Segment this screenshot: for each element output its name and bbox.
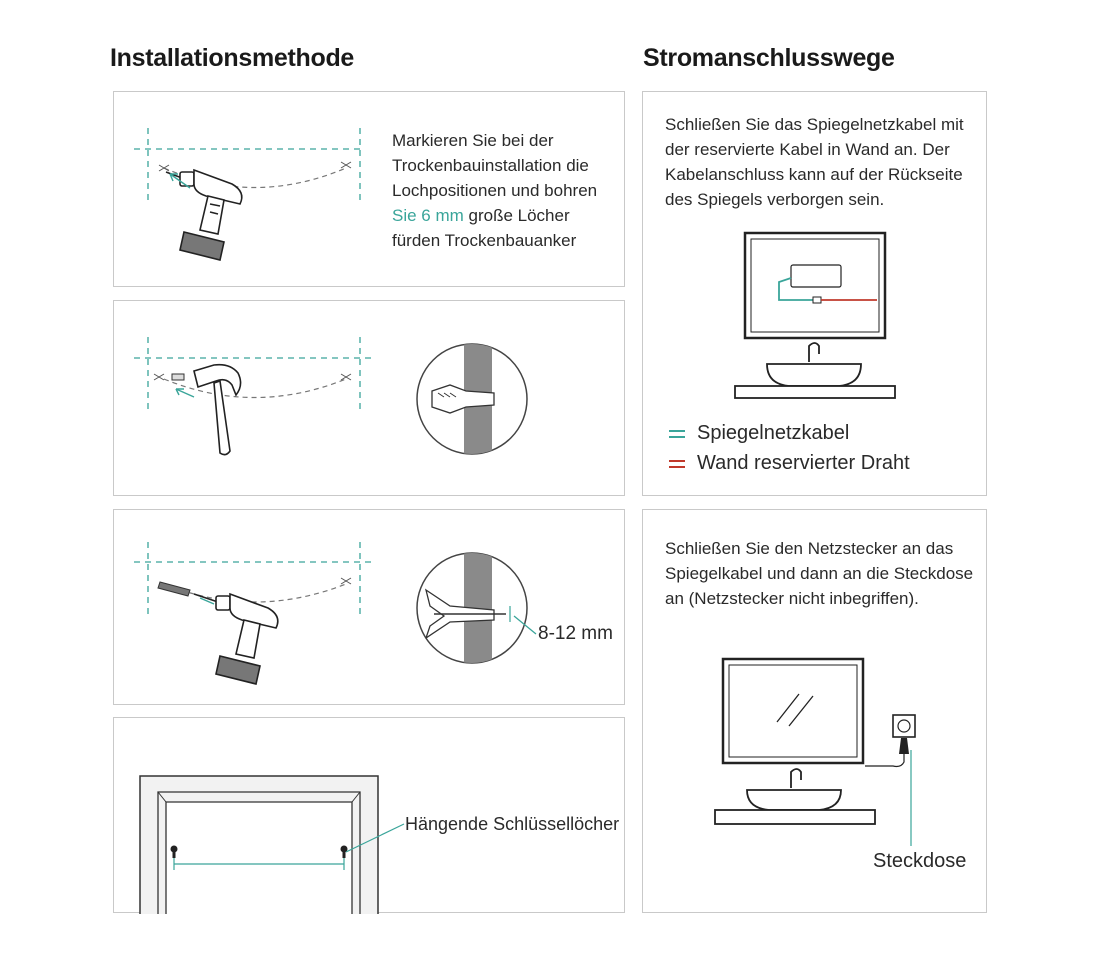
power1-line3: Kabelanschluss kann auf der Rückseite [665, 165, 963, 184]
legend-wall-wire [669, 452, 910, 475]
basin-icon [767, 364, 861, 386]
legend-mirror-cable [669, 422, 849, 445]
keyhole-callout: Hängende Schlüssellöcher [405, 814, 620, 834]
power2-line1: Schließen Sie den Netzstecker an das [665, 539, 954, 558]
step1-line5: fürden Trockenbauanker [392, 231, 577, 250]
power1-line2: der reservierte Kabel in Wand an. Der [665, 140, 950, 159]
legend-swatch-red [669, 460, 685, 468]
basin-icon-2 [747, 790, 841, 810]
step3-illustration [114, 510, 626, 706]
step2-panel [113, 300, 625, 496]
depth-label: 8-12 mm [538, 623, 613, 644]
socket-icon [893, 715, 915, 737]
power1-line1: Schließen Sie das Spiegelnetzkabel mit [665, 115, 964, 134]
counter-top [735, 386, 895, 398]
counter-top-2 [715, 810, 875, 824]
drill-icon-2 [194, 594, 278, 684]
step1-line1: Markieren Sie bei der [392, 131, 554, 150]
step1-panel [113, 91, 625, 287]
power2-line3: an (Netzstecker nicht inbegriffen). [665, 589, 919, 608]
step1-line4-rest: große Löcher [463, 206, 570, 225]
step1-highlight: Sie 6 mm [392, 206, 464, 225]
step1-line3: Lochpositionen und bohren [392, 181, 598, 200]
driver-box [791, 265, 841, 287]
mirror-frame-2 [723, 659, 863, 763]
step1-line4 [392, 203, 622, 228]
step1-text [392, 128, 622, 253]
step4-panel [113, 717, 625, 913]
power2-line2: Spiegelkabel und dann an die Steckdose [665, 564, 974, 583]
drill-icon [166, 170, 242, 260]
legend-label-1: Spiegelnetzkabel [697, 422, 850, 444]
hammer-icon [194, 365, 241, 455]
step3-panel [113, 509, 625, 705]
step1-line2: Trockenbauinstallation die [392, 156, 589, 175]
legend-swatch-teal [669, 430, 685, 438]
power2-panel [642, 509, 987, 913]
heading-installation: Installationsmethode [110, 44, 355, 72]
socket-callout: Steckdose [873, 850, 967, 872]
legend-label-2: Wand reservierter Draht [697, 452, 910, 474]
power1-panel [642, 91, 987, 496]
power1-line4: des Spiegels verborgen sein. [665, 190, 885, 209]
plug-icon [899, 738, 909, 754]
heading-power: Stromanschlusswege [643, 44, 895, 72]
step2-illustration [114, 301, 626, 497]
